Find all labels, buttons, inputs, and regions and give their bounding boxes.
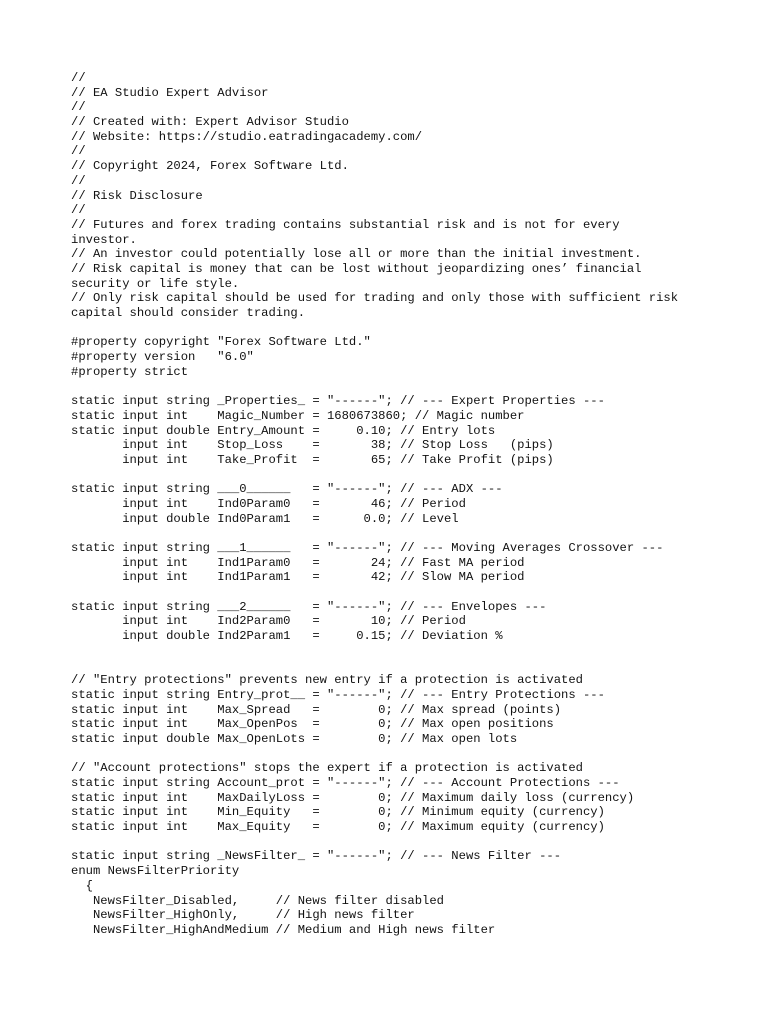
code-line: static input double Max_OpenLots = 0; // Max open lots bbox=[71, 731, 518, 746]
code-line: input int Ind2Param0 = 10; // Period bbox=[71, 614, 466, 629]
code-line: // Risk capital is money that can be lost without jeopardizing ones’ financial bbox=[71, 261, 642, 276]
code-line: capital should consider trading. bbox=[71, 306, 306, 320]
code-line: // bbox=[71, 71, 86, 85]
blank-line bbox=[71, 321, 751, 336]
code-line: // An investor could potentially lose all or more than the initial investment. bbox=[71, 247, 642, 262]
code-line: static input string ___0______ = "------"; // --- ADX --- bbox=[71, 482, 503, 497]
code-line: static input int Max_OpenPos = 0; // Max open positions bbox=[71, 717, 554, 732]
code-line: static input int Max_Equity = 0; // Maximum equity (currency) bbox=[71, 820, 605, 835]
code-line: // Futures and forex trading contains substantial risk and is not for every bbox=[71, 217, 620, 232]
code-line: static input int MaxDailyLoss = 0; // Maximum daily loss (currency) bbox=[71, 790, 635, 805]
blank-line bbox=[71, 379, 751, 394]
code-line: input int Take_Profit = 65; // Take Profit (pips) bbox=[71, 452, 554, 467]
code-line: input double Ind2Param1 = 0.15; // Deviation % bbox=[71, 629, 503, 644]
blank-line bbox=[71, 747, 751, 762]
code-line: static input int Min_Equity = 0; // Minimum equity (currency) bbox=[71, 805, 605, 820]
code-line: static input string Account_prot = "------"; // --- Account Protections --- bbox=[71, 776, 620, 790]
code-line: NewsFilter_HighAndMedium // Medium and High news filter bbox=[71, 922, 496, 937]
code-line: input int Stop_Loss = 38; // Stop Loss (pips) bbox=[71, 438, 554, 453]
code-line: security or life style. bbox=[71, 276, 240, 291]
code-line: // Only risk capital should be used for trading and only those with sufficient risk bbox=[71, 291, 679, 306]
code-line: // bbox=[71, 100, 86, 115]
code-line: NewsFilter_Disabled, // News filter disabled bbox=[71, 893, 444, 908]
code-line: NewsFilter_HighOnly, // High news filter bbox=[71, 908, 415, 923]
code-line: // bbox=[71, 203, 86, 218]
code-line: static input string _Properties_ = "------"; // --- Expert Properties --- bbox=[71, 394, 605, 409]
code-line: input int Ind1Param0 = 24; // Fast MA period bbox=[71, 555, 525, 570]
code-line: // EA Studio Expert Advisor bbox=[71, 85, 269, 100]
code-line: // bbox=[71, 173, 86, 188]
code-line: // Risk Disclosure bbox=[71, 188, 203, 203]
blank-line bbox=[71, 644, 751, 659]
blank-line bbox=[71, 585, 751, 600]
code-document bbox=[71, 71, 751, 938]
code-line: static input int Max_Spread = 0; // Max spread (points) bbox=[71, 702, 562, 717]
code-line: #property copyright "Forex Software Ltd." bbox=[71, 335, 371, 350]
code-line: static input string ___2______ = "------"; // --- Envelopes --- bbox=[71, 599, 547, 614]
code-line: // bbox=[71, 144, 86, 159]
code-line: #property version "6.0" bbox=[71, 350, 254, 365]
code-line: // "Entry protections" prevents new entry if a protection is activated bbox=[71, 673, 583, 688]
code-line: static input string ___1______ = "------"; // --- Moving Averages Crossover --- bbox=[71, 541, 664, 555]
blank-line bbox=[71, 526, 751, 541]
code-line: // Created with: Expert Advisor Studio bbox=[71, 115, 349, 130]
blank-line bbox=[71, 835, 751, 850]
code-line: investor. bbox=[71, 232, 137, 247]
code-line: input double Ind0Param1 = 0.0; // Level bbox=[71, 511, 459, 526]
blank-line bbox=[71, 659, 751, 674]
code-line: static input int Magic_Number = 1680673860; // Magic number bbox=[71, 408, 525, 423]
code-line: static input double Entry_Amount = 0.10; // Entry lots bbox=[71, 423, 496, 438]
blank-line bbox=[71, 468, 751, 483]
code-line: input int Ind0Param0 = 46; // Period bbox=[71, 496, 466, 511]
code-line: { bbox=[71, 878, 93, 893]
code-line: // "Account protections" stops the expert if a protection is activated bbox=[71, 761, 583, 776]
code-line: #property strict bbox=[71, 364, 189, 379]
code-line: // Copyright 2024, Forex Software Ltd. bbox=[71, 159, 349, 174]
code-line: static input string _NewsFilter_ = "------"; // --- News Filter --- bbox=[71, 849, 562, 864]
code-line: input int Ind1Param1 = 42; // Slow MA period bbox=[71, 570, 525, 585]
code-line: // Website: https://studio.eatradingacademy.com/ bbox=[71, 129, 423, 144]
code-line: static input string Entry_prot__ = "------"; // --- Entry Protections --- bbox=[71, 687, 605, 702]
code-line: enum NewsFilterPriority bbox=[71, 864, 240, 879]
